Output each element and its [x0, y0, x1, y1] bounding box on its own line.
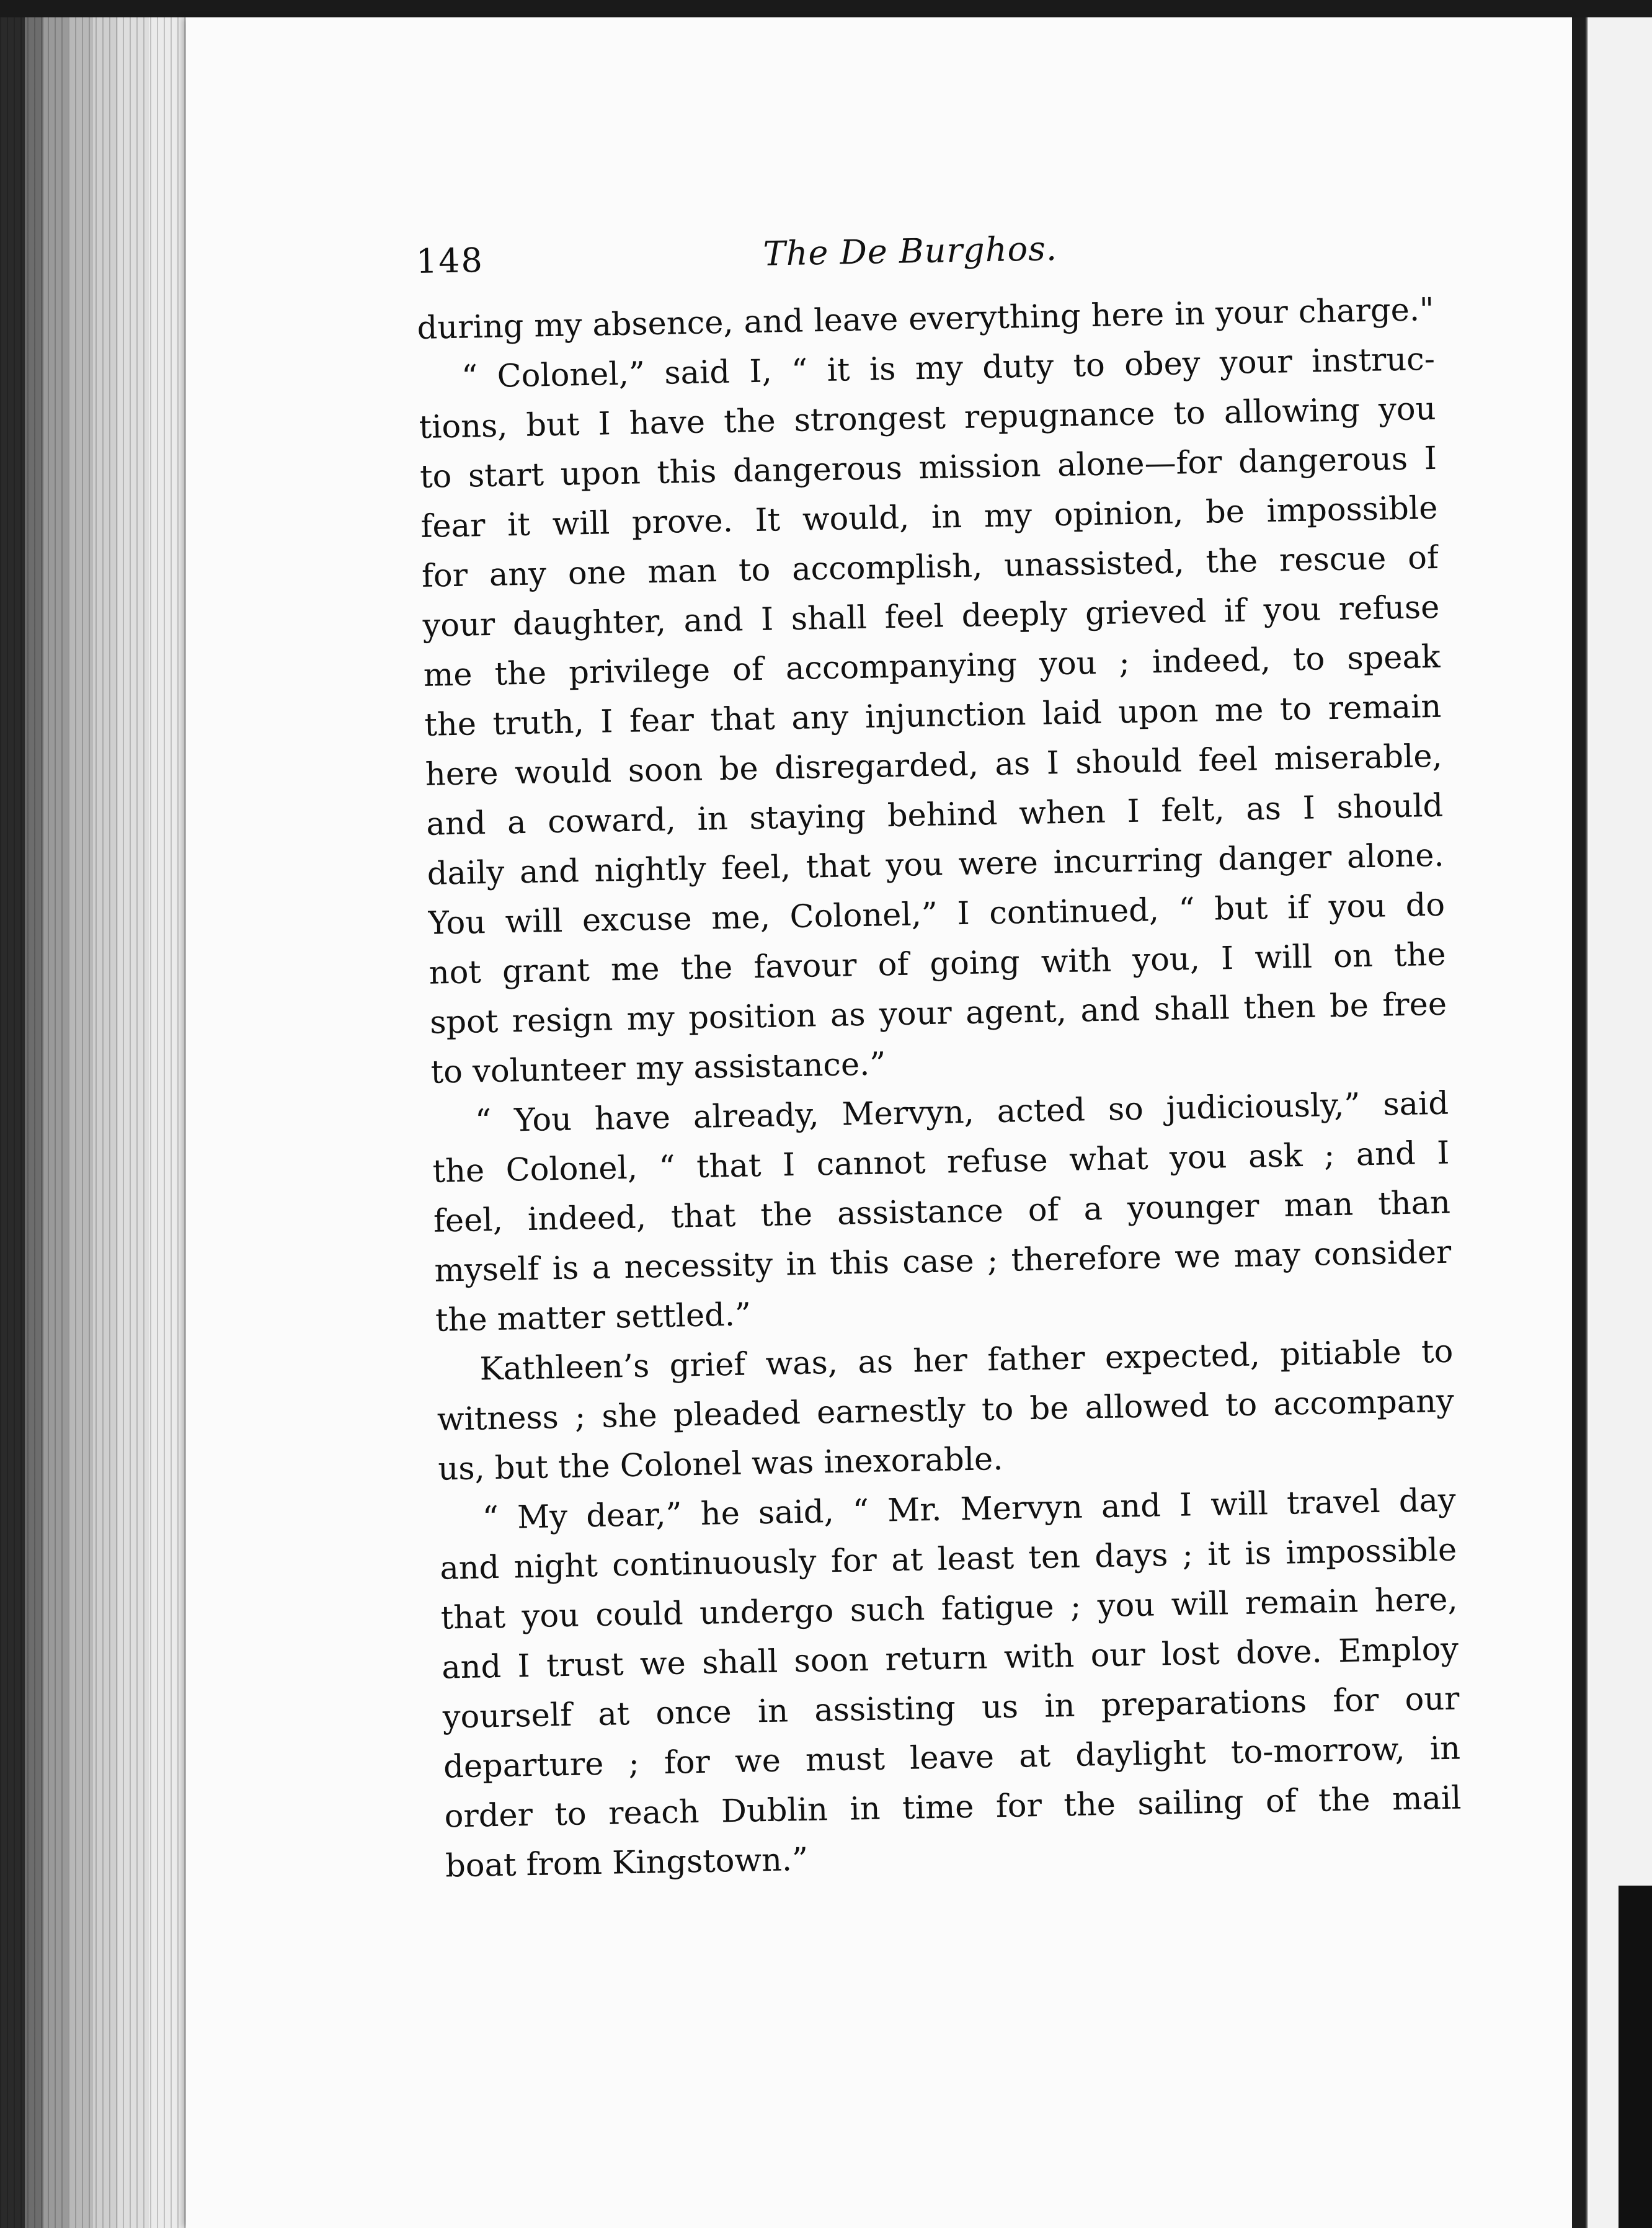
text-line: the matter settled.” — [435, 1296, 752, 1339]
scanner-top-border — [0, 0, 1652, 17]
text-line: to start upon this dangerous mission alone—for dangerous I — [419, 440, 1437, 496]
text-line: and I trust we shall soon return with our lost dove. Employ — [441, 1631, 1459, 1687]
text-line: and night continuously for at least ten days ; it is impossible — [439, 1531, 1457, 1587]
text-line: “ Colonel,” said I, “ it is my duty to obey your instruc- — [461, 341, 1436, 396]
text-block — [415, 216, 1488, 1891]
text-line: that you could undergo such fatigue ; you will remain here, — [440, 1581, 1459, 1637]
text-line: tions, but I have the strongest repugnance to allowing you — [419, 390, 1436, 446]
page-edge-lines — [0, 17, 192, 2228]
text-line: me the privilege of accompanying you ; indeed, to speak — [423, 638, 1441, 694]
page-number: 148 — [415, 240, 484, 281]
text-line: order to reach Dublin in time for the sailing of the mail — [444, 1780, 1462, 1835]
text-line: “ You have already, Mervyn, acted so judiciously,” said — [474, 1085, 1449, 1140]
text-line: yourself at once in assisting us in preparations for our — [442, 1680, 1460, 1736]
text-line: witness ; she pleaded earnestly to be allowed to accompany — [437, 1383, 1455, 1438]
running-title: The De Burghos. — [763, 229, 1058, 274]
text-line: myself is a necessity in this case ; therefore we may consider — [434, 1234, 1452, 1290]
text-line: here would soon be disregarded, as I should feel miserable, — [425, 737, 1443, 793]
text-line: us, but the Colonel was inexorable. — [437, 1440, 1003, 1488]
text-line: feel, indeed, that the assistance of a younger man than — [433, 1184, 1451, 1240]
text-line: the Colonel, “ that I cannot refuse what you ask ; and I — [432, 1134, 1450, 1190]
text-line: for any one man to accomplish, unassisted, the rescue of — [421, 539, 1439, 595]
text-line: You will excuse me, Colonel,” I continued, “ but if you do — [427, 886, 1446, 942]
text-line: fear it will prove. It would, in my opinion, be impossible — [420, 489, 1438, 545]
text-line: the truth, I fear that any injunction laid upon me to remain — [424, 688, 1442, 744]
text-line: Kathleen’s grief was, as her father expected, pitiable to — [479, 1333, 1454, 1388]
body-text — [417, 285, 1488, 1891]
text-line: boat from Kingstown.” — [445, 1841, 809, 1885]
text-line: departure ; for we must leave at daylight to-morrow, in — [443, 1730, 1461, 1786]
text-line: spot resign my position as your agent, and shall then be free — [429, 986, 1447, 1041]
text-line: not grant me the favour of going with you, I will on the — [429, 936, 1447, 992]
text-line: “ My dear,” he said, “ Mr. Mervyn and I will travel day — [482, 1482, 1457, 1537]
text-line: during my absence, and leave everything here in your charge." — [417, 291, 1435, 347]
text-line: daily and nightly feel, that you were incurring danger alone. — [427, 837, 1445, 893]
facing-page-shadow — [1619, 1886, 1652, 2228]
text-line: to volunteer my assistance.” — [430, 1046, 886, 1091]
text-line: and a coward, in staying behind when I felt, as I should — [425, 787, 1444, 843]
book-gutter — [1572, 17, 1586, 2228]
text-line: your daughter, and I shall feel deeply grieved if you refuse — [422, 589, 1440, 644]
